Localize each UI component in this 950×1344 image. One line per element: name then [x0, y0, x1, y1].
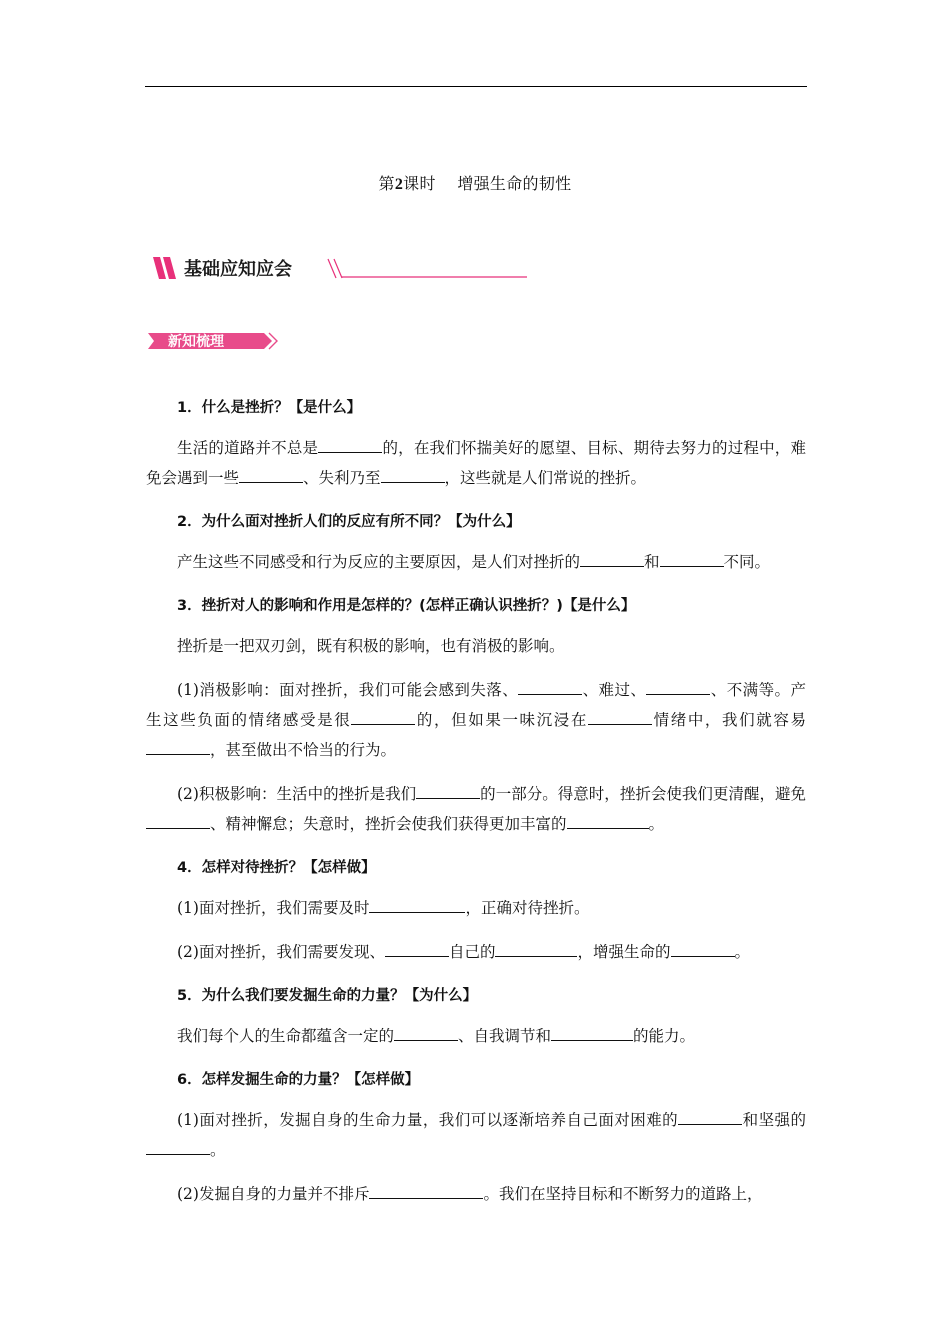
answer-paragraph: (1)消极影响：面对挫折，我们可能会感到失落、 、难过、 、不满等。产生这些负面的情绪感受是很 的，但如果一味沉浸在 情绪中，我们就容易，甚至做出不恰当的行为。: [146, 675, 806, 765]
fill-blank[interactable]: [518, 676, 582, 695]
fill-blank[interactable]: [146, 736, 210, 755]
fill-blank[interactable]: [318, 434, 382, 453]
answer-paragraph: (2)发掘自身的力量并不排斥 。我们在坚持目标和不断努力的道路上，: [146, 1179, 806, 1209]
fill-blank[interactable]: [369, 1180, 483, 1199]
question-3: 3．挫折对人的影响和作用是怎样的？(怎样正确认识挫折？)【是什么】: [177, 598, 636, 614]
fill-blank[interactable]: [495, 938, 577, 957]
lesson-number: 2: [394, 176, 404, 193]
fill-blank[interactable]: [660, 548, 724, 567]
fill-blank[interactable]: [146, 1136, 210, 1155]
fill-blank[interactable]: [394, 1022, 458, 1041]
answer-paragraph: 产生这些不同感受和行为反应的主要原因，是人们对挫折的 和 不同。: [146, 547, 806, 577]
lesson-suffix: 课时: [403, 174, 436, 193]
lesson-prefix: 第: [378, 174, 395, 193]
answer-paragraph: 生活的道路并不总是 的，在我们怀揣美好的愿望、目标、期待去努力的过程中，难免会遇到一些 、失利乃至 ，这些就是人们常说的挫折。: [146, 433, 806, 493]
question-6: 6．怎样发掘生命的力量？【怎样做】: [177, 1072, 420, 1088]
lesson-title: [0, 171, 950, 194]
answer-paragraph: (1)面对挫折，发掘自身的生命力量，我们可以逐渐培养自己面对困难的 和坚强的。: [146, 1105, 806, 1165]
section-banner-title: 基础应知应会: [184, 259, 292, 280]
fill-blank[interactable]: [239, 464, 303, 483]
fill-blank[interactable]: [580, 548, 644, 567]
fill-blank[interactable]: [588, 706, 652, 725]
question-5: 5．为什么我们要发掘生命的力量？【为什么】: [177, 988, 478, 1004]
fill-blank[interactable]: [381, 464, 445, 483]
fill-blank[interactable]: [146, 810, 210, 829]
answer-paragraph: (2)面对挫折，我们需要发现、 自己的 ，增强生命的 。: [146, 937, 806, 967]
answer-paragraph: 我们每个人的生命都蕴含一定的 、自我调节和 的能力。: [146, 1021, 806, 1051]
answer-paragraph: (1)面对挫折，我们需要及时 ，正确对待挫折。: [146, 893, 806, 923]
fill-blank[interactable]: [567, 810, 649, 829]
question-4: 4．怎样对待挫折？【怎样做】: [177, 860, 376, 876]
fill-blank[interactable]: [678, 1106, 742, 1125]
fill-blank[interactable]: [416, 780, 480, 799]
question-1: 1．什么是挫折？【是什么】: [177, 400, 362, 416]
fill-blank[interactable]: [369, 894, 465, 913]
knowledge-content: [146, 393, 806, 1223]
fill-blank[interactable]: [351, 706, 415, 725]
sub-banner-title: 新知梳理: [168, 334, 224, 350]
answer-paragraph: 挫折是一把双刃剑，既有积极的影响，也有消极的影响。: [177, 637, 565, 655]
lesson-topic: 增强生命的韧性: [457, 174, 572, 193]
fill-blank[interactable]: [646, 676, 710, 695]
header-rule: [145, 86, 807, 87]
fill-blank[interactable]: [385, 938, 449, 957]
fill-blank[interactable]: [671, 938, 735, 957]
fill-blank[interactable]: [551, 1022, 633, 1041]
question-2: 2．为什么面对挫折人们的反应有所不同？【为什么】: [177, 514, 521, 530]
answer-paragraph: (2)积极影响：生活中的挫折是我们 的一部分。得意时，挫折会使我们更清醒，避免、精神懈怠；失意时，挫折会使我们获得更加丰富的 。: [146, 779, 806, 839]
